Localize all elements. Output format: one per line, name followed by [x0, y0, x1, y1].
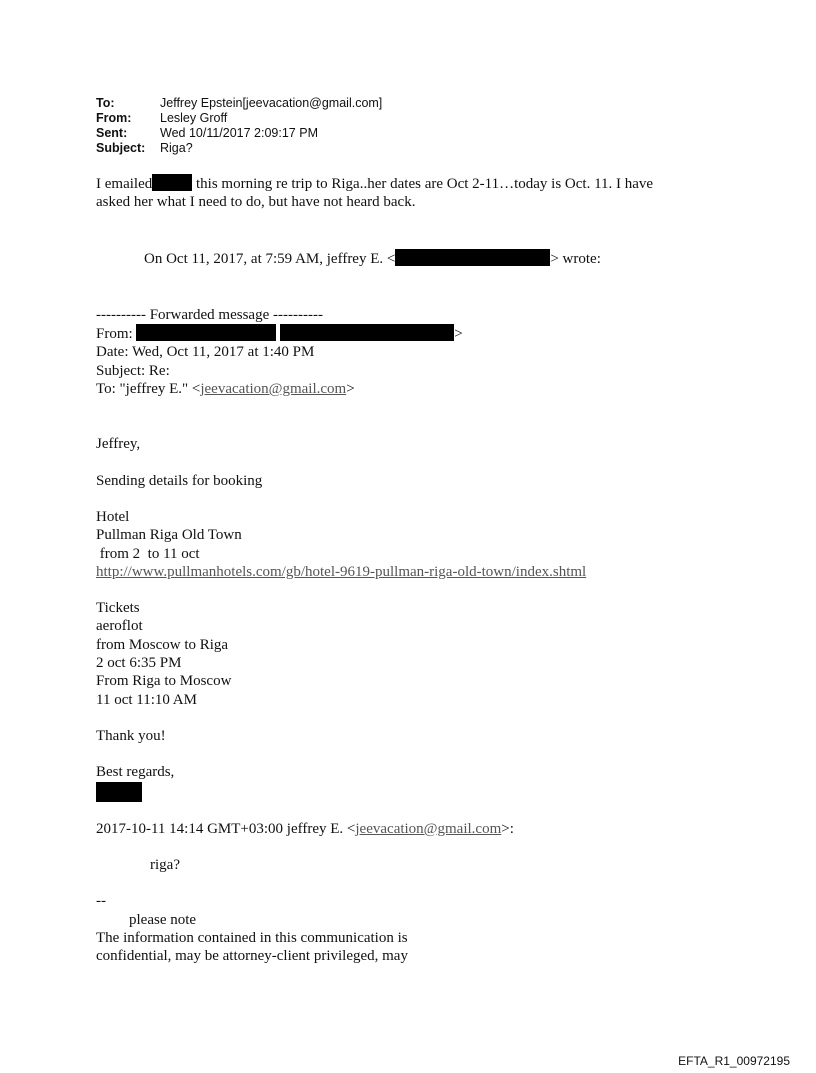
signature-name-line: [96, 782, 736, 804]
subject-label: Subject:: [96, 141, 146, 155]
redaction-box: [96, 782, 142, 802]
header-sent-row: [96, 126, 382, 141]
email-header: [96, 96, 382, 156]
redaction-box: [152, 174, 192, 191]
forward-from-end: >: [454, 326, 463, 343]
header-subject-row: [96, 141, 382, 156]
hotel-label: Hotel: [96, 508, 130, 525]
forward-subject: Subject: Re:: [96, 362, 170, 379]
message-line-1: [96, 174, 736, 193]
hotel-link-line: [96, 563, 736, 581]
earlier-quote: riga?: [150, 857, 180, 874]
airline: aeroflot: [96, 618, 143, 635]
email-link[interactable]: jeevacation@gmail.com: [355, 820, 502, 837]
email-link[interactable]: jeevacation@gmail.com: [200, 381, 347, 398]
forward-to: [96, 380, 736, 398]
message-line-2: asked her what I need to do, but have not heard back.: [96, 194, 416, 211]
to-value: Jeffrey Epstein[jeevacation@gmail.com]: [160, 96, 383, 110]
hotel-url-link[interactable]: http://www.pullmanhotels.com/gb/hotel-9619-pullman-riga-old-town/index.shtml: [96, 563, 587, 580]
quote-text: On Oct 11, 2017, at 7:59 AM, jeffrey E. <: [144, 250, 396, 267]
from-value: Lesley Groff: [160, 111, 228, 125]
message-text: I emailed: [96, 176, 153, 192]
forward-date: Date: Wed, Oct 11, 2017 at 1:40 PM: [96, 344, 315, 361]
disclaimer-2: confidential, may be attorney-client privileged, may: [96, 948, 408, 965]
quote-text: > wrote:: [550, 250, 601, 267]
leg2: From Riga to Moscow: [96, 673, 232, 690]
subject-value: Riga?: [160, 141, 193, 155]
forward-to-suffix: >: [346, 381, 355, 398]
leg2-time: 11 oct 11:10 AM: [96, 691, 197, 708]
redaction-box: [136, 324, 276, 341]
earlier-line: [96, 820, 736, 838]
to-label: To:: [96, 96, 115, 110]
forward-from: [96, 324, 736, 343]
sig-note: please note: [129, 911, 197, 928]
earlier-prefix: 2017-10-11 14:14 GMT+03:00 jeffrey E. <: [96, 820, 356, 837]
header-to-row: [96, 96, 382, 111]
disclaimer-1: The information contained in this communication is: [96, 930, 408, 947]
sent-value: Wed 10/11/2017 2:09:17 PM: [160, 126, 318, 140]
sig-dashes: --: [96, 893, 106, 910]
redaction-box: [280, 324, 454, 341]
forward-divider: ---------- Forwarded message ----------: [96, 306, 323, 323]
thanks: Thank you!: [96, 727, 166, 744]
leg1: from Moscow to Riga: [96, 636, 229, 653]
forward-to-prefix: To: "jeffrey E." <: [96, 381, 201, 398]
redaction-box: [395, 249, 550, 266]
regards: Best regards,: [96, 764, 175, 781]
forward-from-label: From:: [96, 326, 137, 343]
leg1-time: 2 oct 6:35 PM: [96, 655, 182, 672]
quoted-header: [96, 249, 736, 268]
email-body: [96, 174, 736, 966]
tickets-label: Tickets: [96, 600, 140, 617]
header-from-row: [96, 111, 382, 126]
intro: Sending details for booking: [96, 472, 263, 489]
from-label: From:: [96, 111, 132, 125]
earlier-suffix: >:: [501, 820, 514, 837]
hotel-dates: from 2 to 11 oct: [96, 545, 200, 562]
message-text: this morning re trip to Riga..her dates are Oct 2-11…today is Oct. 11. I have: [192, 176, 654, 192]
greeting: Jeffrey,: [96, 436, 141, 453]
bates-number: EFTA_R1_00972195: [678, 1054, 790, 1068]
hotel-name: Pullman Riga Old Town: [96, 527, 242, 544]
sent-label: Sent:: [96, 126, 128, 140]
